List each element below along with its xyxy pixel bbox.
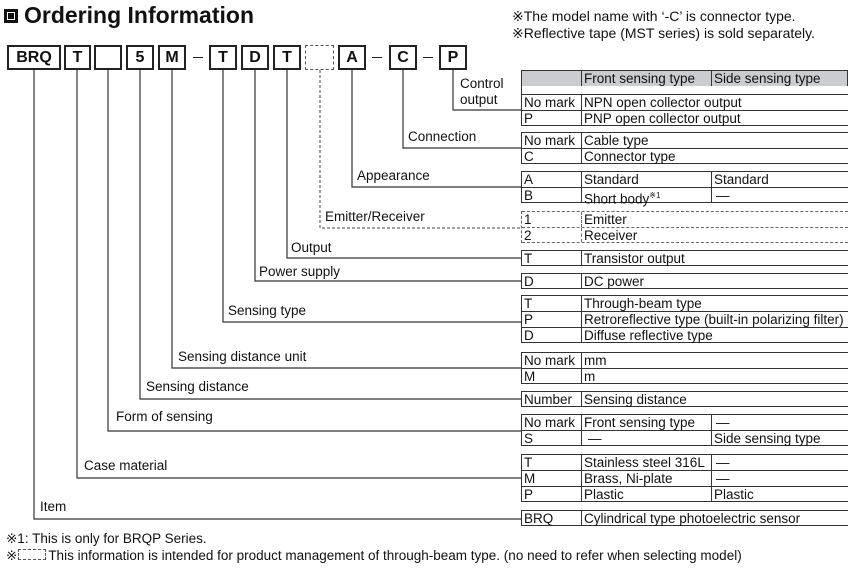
- table-cell-desc: [581, 188, 711, 207]
- table-cell-desc: Cable type: [581, 133, 649, 148]
- table-cell-code: No mark: [524, 133, 576, 148]
- table-connection: [521, 132, 848, 164]
- table-cell-code: P: [524, 487, 534, 502]
- label-control-output-2: output: [460, 92, 498, 107]
- table-row: [522, 94, 848, 110]
- label-connection: Connection: [408, 129, 477, 144]
- code-box-form-of-sensing: [94, 45, 122, 70]
- table-cell-code: D: [524, 328, 534, 343]
- table-power-supply: [521, 273, 848, 289]
- table-cell-code: No mark: [524, 95, 576, 110]
- square-bullet-icon: [4, 9, 18, 23]
- table-cell-desc: Emitter: [581, 212, 627, 227]
- table-cell-desc: Stainless steel 316L: [581, 455, 711, 470]
- table-emitter-receiver: [521, 211, 848, 243]
- table-cell-desc: Standard: [581, 172, 711, 187]
- label-emitter-receiver: Emitter/Receiver: [325, 209, 425, 224]
- table-cell-code: S: [524, 431, 534, 446]
- table-cell-code: D: [524, 274, 534, 289]
- short-body-text: Short body: [584, 191, 650, 207]
- table-case-material: [521, 454, 848, 502]
- page-title-text: Ordering Information: [24, 2, 254, 28]
- code-box-emitter-receiver: [305, 45, 334, 70]
- table-cell-code: No mark: [524, 353, 576, 368]
- table-row: [522, 273, 848, 289]
- table-row: [522, 227, 848, 243]
- table-cell-code: 2: [524, 228, 532, 243]
- note-reflective-tape: ※Reflective tape (MST series) is sold separately.: [512, 25, 815, 41]
- table-cell-desc: PNP open collector output: [581, 111, 741, 125]
- table-control-output: [521, 70, 848, 126]
- table-cell-desc-side: Side sensing type: [711, 431, 821, 445]
- table-cell-desc: Front sensing type: [581, 415, 711, 430]
- table-row: [522, 110, 848, 126]
- table-row: [522, 510, 848, 526]
- code-box-output: T: [273, 45, 301, 70]
- table-row: [522, 486, 848, 502]
- table-row: [522, 327, 848, 343]
- label-form-of-sensing: Form of sensing: [116, 409, 213, 424]
- table-cell-code: 1: [524, 212, 532, 227]
- table-cell-desc-side: —: [711, 471, 730, 486]
- code-box-appearance: A: [338, 45, 366, 70]
- table-cell-code: P: [524, 111, 534, 126]
- label-sensing-type: Sensing type: [228, 303, 307, 318]
- footnote-mark: ※1: [649, 191, 661, 200]
- table-cell-code: A: [524, 172, 534, 187]
- table-row: [522, 430, 848, 446]
- table-row: [522, 352, 848, 368]
- table-row: [522, 414, 848, 430]
- code-box-sensing-type: T: [209, 45, 237, 70]
- footnote-2-mark: ※: [6, 548, 18, 563]
- table-cell-code: BRQ: [524, 511, 554, 526]
- table-row: [522, 454, 848, 470]
- table-cell-desc: Plastic: [581, 487, 711, 501]
- table-header-front: Front sensing type: [581, 71, 711, 86]
- table-cell-desc: Diffuse reflective type: [581, 328, 713, 342]
- table-cell-desc: Sensing distance: [581, 392, 687, 406]
- code-box-item: BRQ: [7, 45, 61, 70]
- label-item: Item: [40, 499, 67, 514]
- separator-dash: [423, 57, 433, 58]
- table-cell-desc: m: [581, 369, 595, 383]
- table-cell-desc: —: [581, 431, 711, 445]
- table-row: [522, 311, 848, 327]
- table-appearance: [521, 171, 848, 207]
- table-cell-desc: Transistor output: [581, 251, 685, 265]
- table-form-of-sensing: [521, 414, 848, 446]
- table-cell-desc-side: Standard: [711, 172, 769, 187]
- table-cell-desc-side: —: [711, 415, 730, 430]
- table-cell-desc: Through-beam type: [581, 296, 702, 311]
- table-cell-desc: Connector type: [581, 149, 676, 163]
- table-row: [522, 211, 848, 227]
- table-cell-desc: Retroreflective type (built-in polarizing filter): [581, 312, 844, 327]
- table-cell-desc: Brass, Ni-plate: [581, 471, 711, 486]
- table-cell-code: B: [524, 188, 534, 203]
- table-cell-code: M: [524, 369, 536, 384]
- code-box-case-material: T: [64, 45, 91, 70]
- table-cell-desc: Cylindrical type photoelectric sensor: [581, 511, 800, 525]
- table-cell-desc-side: Plastic: [711, 487, 754, 501]
- label-case-material: Case material: [84, 458, 168, 473]
- table-cell-code: M: [524, 471, 536, 486]
- table-cell-code: No mark: [524, 415, 576, 430]
- code-box-sensing-distance-unit: M: [158, 45, 186, 70]
- table-cell-desc-side: —: [711, 455, 730, 470]
- code-box-connection: C: [389, 45, 417, 70]
- table-cell-code: P: [524, 312, 534, 327]
- label-output: Output: [291, 240, 332, 255]
- table-row: [522, 148, 848, 164]
- table-row: [522, 391, 848, 407]
- table-cell-code: T: [524, 296, 533, 311]
- table-cell-desc: mm: [581, 353, 607, 368]
- footnote-2: [6, 548, 742, 564]
- label-sensing-distance-unit: Sensing distance unit: [178, 349, 307, 364]
- table-cell-code: C: [524, 149, 534, 164]
- table-sensing-type: [521, 295, 848, 343]
- table-item: [521, 510, 848, 526]
- table-cell: [522, 71, 581, 86]
- table-row: [522, 132, 848, 148]
- code-box-sensing-distance: 5: [126, 45, 154, 70]
- table-cell-desc: DC power: [581, 274, 644, 288]
- table-sensing-distance: [521, 391, 848, 407]
- table-cell-code: Number: [524, 392, 573, 407]
- note-connector: ※The model name with ‘-C’ is connector type.: [512, 8, 796, 24]
- table-cell-code: T: [524, 251, 533, 266]
- label-control-output-1: Control: [460, 76, 504, 91]
- table-sensing-distance-unit: [521, 352, 848, 384]
- label-sensing-distance: Sensing distance: [146, 379, 249, 394]
- table-row: [522, 187, 848, 207]
- table-header-row: [522, 70, 848, 86]
- table-output: [521, 250, 848, 266]
- footnote-2-text: This information is intended for product management of through-beam type. (no need to refer when selecting model): [48, 548, 742, 563]
- table-row: [522, 368, 848, 384]
- separator-dash: [372, 57, 382, 58]
- code-box-control-output: P: [439, 45, 467, 70]
- page-title: [4, 2, 254, 29]
- table-header-side: Side sensing type: [711, 71, 848, 86]
- table-row: [522, 250, 848, 266]
- separator-dash: [193, 57, 203, 58]
- table-row: [522, 295, 848, 311]
- table-cell-desc-side: —: [711, 188, 730, 202]
- code-box-power-supply: D: [241, 45, 269, 70]
- table-cell-desc: Receiver: [581, 228, 637, 242]
- table-cell-desc: NPN open collector output: [581, 95, 742, 110]
- label-power-supply: Power supply: [259, 264, 341, 279]
- footnote-1: ※1: This is only for BRQP Series.: [6, 531, 207, 546]
- table-row: [522, 171, 848, 187]
- table-row: [522, 470, 848, 486]
- label-appearance: Appearance: [357, 168, 430, 183]
- table-cell-code: T: [524, 455, 533, 470]
- dashed-box-icon: [18, 549, 46, 560]
